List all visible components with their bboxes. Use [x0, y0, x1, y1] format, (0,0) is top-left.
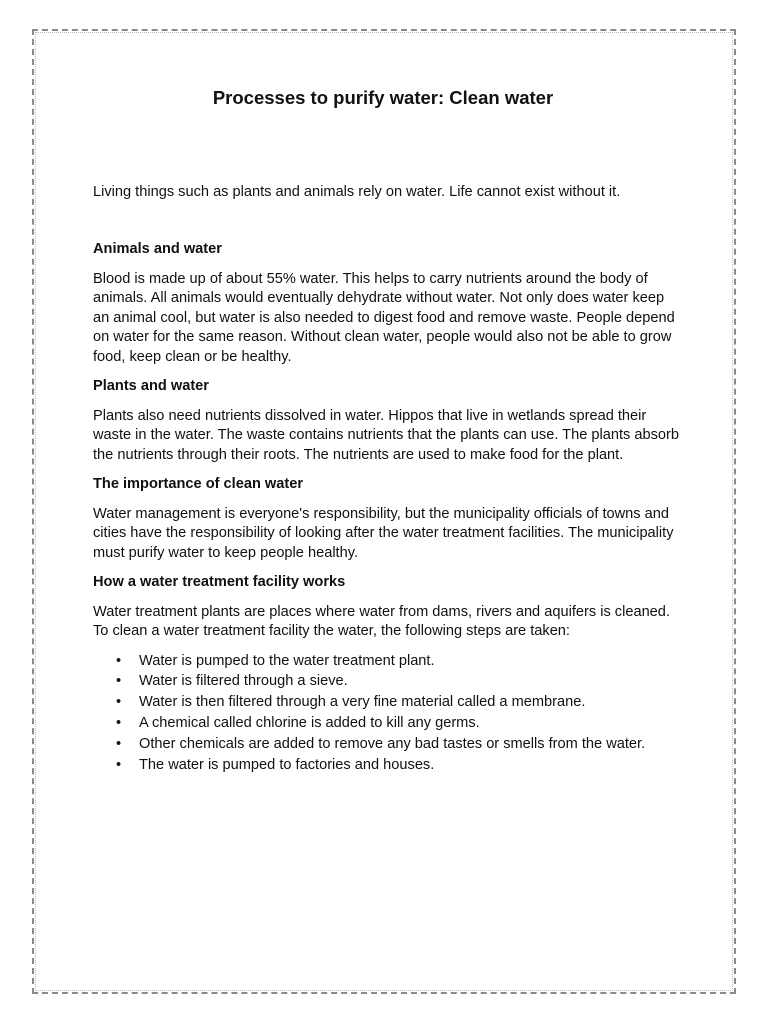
- step-text: A chemical called chlorine is added to kill any germs.: [139, 715, 480, 732]
- section-heading-treatment-facility: How a water treatment facility works: [93, 574, 346, 590]
- step-text: Water is pumped to the water treatment plant.: [139, 652, 435, 669]
- bullet-icon: •: [116, 652, 122, 669]
- bullet-icon: •: [116, 715, 122, 732]
- list-item: [93, 652, 683, 672]
- list-item: [93, 714, 683, 734]
- document-body: [93, 240, 683, 777]
- step-text: Water is then filtered through a very fine material called a membrane.: [139, 694, 586, 711]
- list-item: [93, 672, 683, 692]
- section-heading-plants: Plants and water: [93, 378, 209, 394]
- step-text: Water is filtered through a sieve.: [139, 673, 348, 690]
- section-body-animals: Blood is made up of about 55% water. This helps to carry nutrients around the body of animals. All animals would eventually dehydrate without water. Not only does water keep an animal cool, but water is also needed to digest food and remove waste. People depend on water for the same reason. Without clean water, people would also not be able to grow food, keep clean or be healthy.: [93, 270, 675, 365]
- section-heading-clean-water: The importance of clean water: [93, 476, 304, 492]
- bullet-icon: •: [116, 673, 122, 690]
- list-item: [93, 756, 683, 776]
- treatment-steps-list: [93, 652, 683, 776]
- step-text: The water is pumped to factories and houses.: [139, 756, 435, 773]
- section-body-clean-water: Water management is everyone's responsibility, but the municipality officials of towns and cities have the responsibility of looking after the water treatment facilities. The municipality must purify water to keep people healthy.: [93, 505, 674, 561]
- section-body-treatment-facility: Water treatment plants are places where water from dams, rivers and aquifers is cleaned. To clean a water treatment facility the water, the following steps are taken:: [93, 603, 670, 639]
- step-text: Other chemicals are added to remove any bad tastes or smells from the water.: [139, 736, 646, 753]
- intro-paragraph: Living things such as plants and animals rely on water. Life cannot exist without it.: [93, 184, 621, 200]
- list-item: [93, 735, 683, 755]
- bullet-icon: •: [116, 694, 122, 711]
- section-body-plants: Plants also need nutrients dissolved in water. Hippos that live in wetlands spread their waste in the water. The waste contains nutrients that the plants can use. The plants absorb the nutrients through their roots. The nutrients are used to make food for the plant.: [93, 407, 679, 463]
- page-title: Processes to purify water: Clean water: [212, 87, 554, 108]
- bullet-icon: •: [116, 756, 122, 773]
- section-heading-animals: Animals and water: [93, 241, 222, 257]
- bullet-icon: •: [116, 736, 122, 753]
- list-item: [93, 693, 683, 713]
